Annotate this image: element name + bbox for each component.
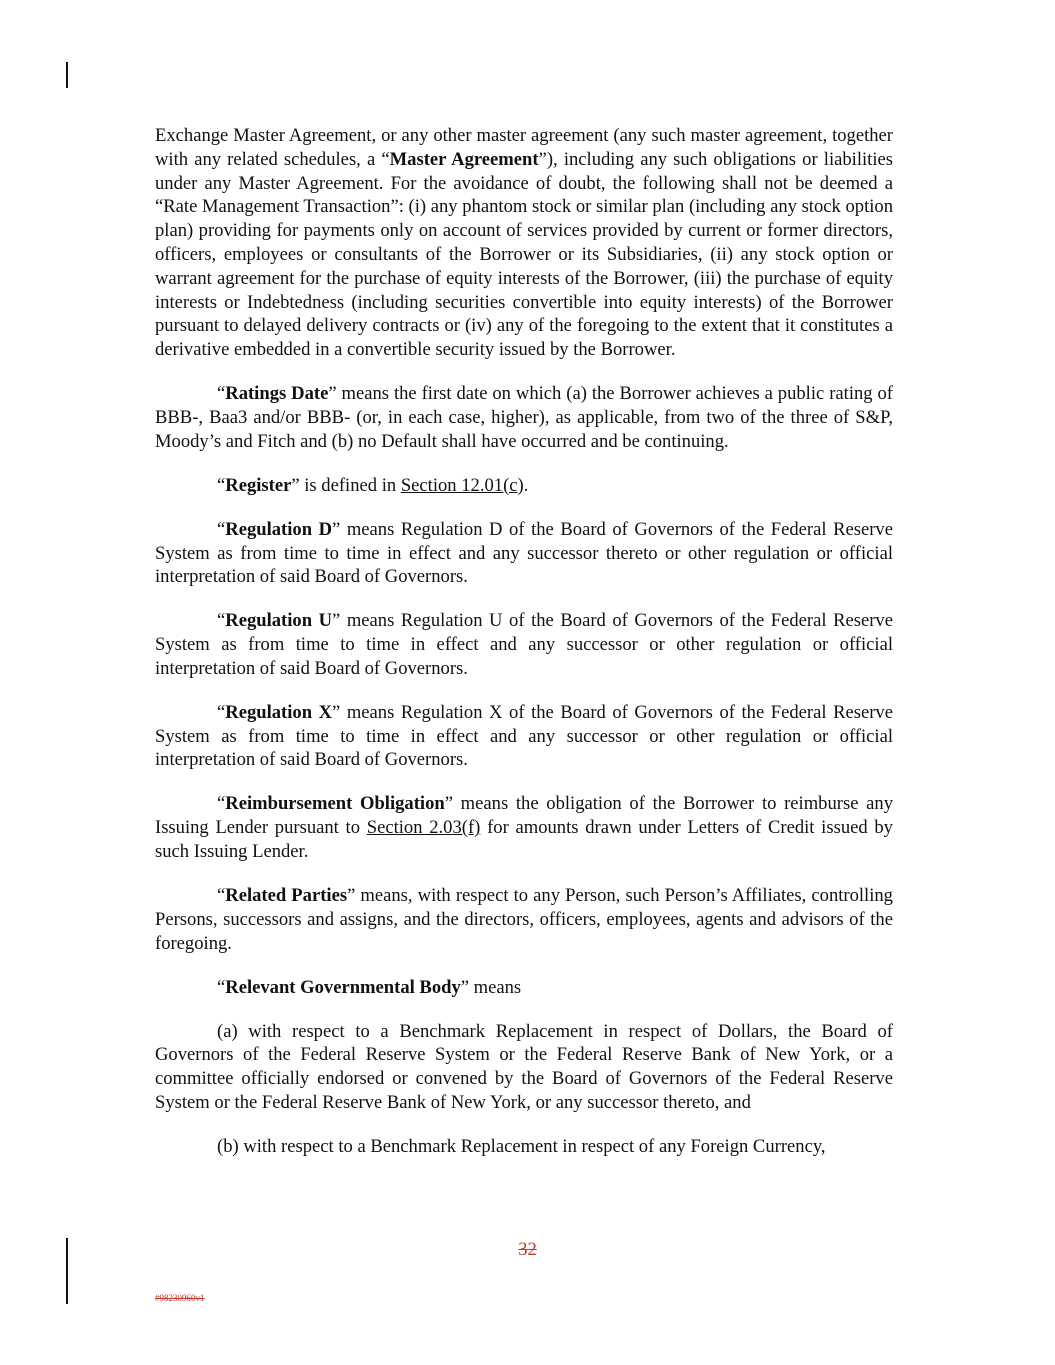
defined-term: Regulation D [225,518,333,540]
definition-regulation-d: “Regulation D” means Regulation D of the Board of Governors of the Federal Reserve System as from time to time in effect and any successor thereto or other regulation or official interpretation of said Board of Governors. [155,518,893,588]
definition-reimbursement-obligation: “Reimbursement Obligation” means the obligation of the Borrower to reimburse any Issuing Lender pursuant to Section 2.03(f) for amounts drawn under Letters of Credit issued by such Issuing Lender. [155,793,893,863]
document-body [155,124,893,1159]
definition-relevant-governmental-body: “Relevant Governmental Body” means [217,976,522,998]
change-bar-top [66,62,68,88]
definition-register: “Register” is defined in Section 12.01(c). [217,474,529,496]
defined-term: Ratings Date [225,383,329,405]
section-reference: Section 12.01(c) [400,474,524,496]
clause-b: (b) with respect to a Benchmark Replacement in respect of any Foreign Currency, [217,1135,826,1157]
defined-term: Master Agreement [389,148,539,170]
definition-regulation-u: “Regulation U” means Regulation U of the Board of Governors of the Federal Reserve System as from time to time in effect and any successor or other regulation or official interpretation of said Board of Governors. [155,610,893,679]
defined-term: Relevant Governmental Body [225,976,461,998]
page-number: 32 [518,1239,537,1260]
section-reference: Section 2.03(f) [366,817,481,839]
defined-term: Related Parties [225,885,348,907]
defined-term: Register [225,474,292,496]
definition-regulation-x: “Regulation X” means Regulation X of the Board of Governors of the Federal Reserve System as from time to time in effect and any successor or other regulation or official interpretation of said Board of Governors. [155,701,893,771]
defined-term: Regulation X [225,701,333,723]
clause-a: (a) with respect to a Benchmark Replacement in respect of Dollars, the Board of Governors of the Federal Reserve System or the Federal Reserve Bank of New York, or a committee officially endorsed or convened by the Board of Governors of the Federal Reserve System or the Federal Reserve Bank of New York, or any successor thereto, and [155,1020,893,1113]
definition-ratings-date: “Ratings Date” means the first date on which (a) the Borrower achieves a public rating of BBB-, Baa3 and/or BBB- (or, in each case, higher), as applicable, from two of the three of S&P, Moody’s and Fitch and (b) no Default shall have occurred and be continuing. [155,383,893,452]
defined-term: Regulation U [225,610,333,632]
document-id: #98230960v1 [155,1293,205,1303]
defined-term: Reimbursement Obligation [225,793,445,815]
intro-paragraph: Exchange Master Agreement, or any other master agreement (any such master agreement, together with any related schedules, a “Master Agreement”), including any such obligations or liabilities under any Master Agreement. For the avoidance of doubt, the following shall not be deemed a “Rate Management Transaction”: (i) any phantom stock or similar plan (including any stock option plan) providing for payments only on account of services provided by current or former directors, officers, employees or consultants of the Borrower or its Subsidiaries, (ii) any stock option or warrant agreement for the purchase of equity interests of the Borrower, (iii) the purchase of equity interests or Indebtedness (including securities convertible into equity interests) of the Borrower pursuant to delayed delivery contracts or (iv) any of the foregoing to the extent that it constitutes a derivative embedded in a convertible security issued by the Borrower. [155,125,893,361]
definition-related-parties: “Related Parties” means, with respect to any Person, such Person’s Affiliates, controlling Persons, successors and assigns, and the directors, officers, employees, agents and advisors of the foregoing. [155,885,893,954]
